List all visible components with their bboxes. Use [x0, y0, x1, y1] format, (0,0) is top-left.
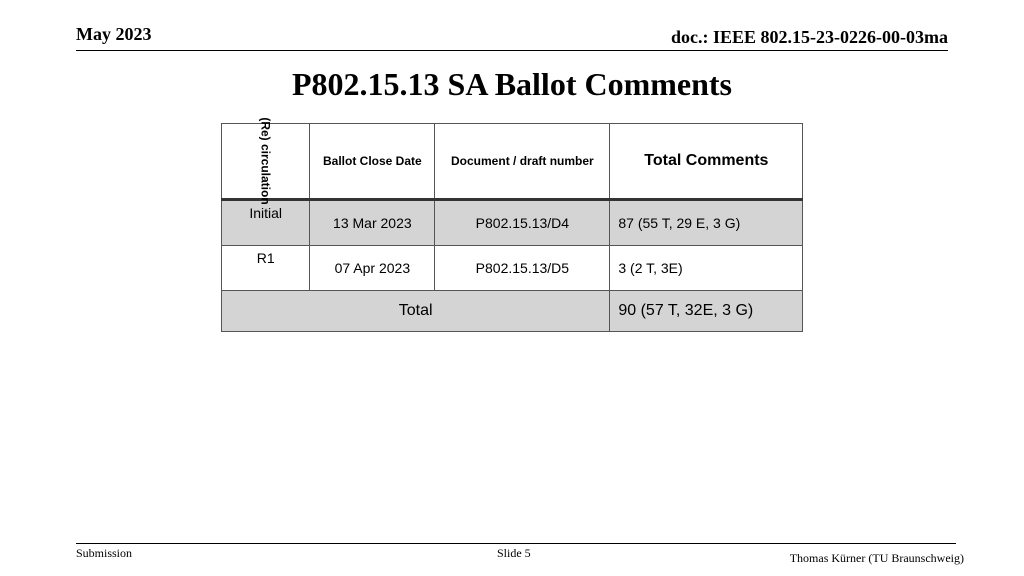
page-title: P802.15.13 SA Ballot Comments: [292, 66, 732, 102]
footer-submission: Submission: [76, 546, 133, 560]
footer-slide-number: Slide 5: [497, 546, 531, 560]
total-value: 90 (57 T, 32E, 3 G): [610, 291, 803, 332]
header-divider: [76, 50, 948, 51]
cell-comments: 3 (2 T, 3E): [610, 246, 803, 291]
total-label: Total: [222, 291, 610, 332]
column-header-total-comments: Total Comments: [610, 124, 803, 200]
cell-close-date: 07 Apr 2023: [310, 246, 435, 291]
table-header-row: [222, 124, 803, 200]
cell-close-date: 13 Mar 2023: [310, 200, 435, 246]
column-header-document: Document / draft number: [435, 124, 610, 200]
cell-circulation: R1: [222, 246, 310, 291]
header-date: May 2023: [76, 24, 152, 44]
footer-divider: [76, 543, 956, 544]
column-header-circulation: (Re) circulation: [222, 124, 310, 200]
table-row: [222, 200, 803, 246]
table-total-row: [222, 291, 803, 332]
cell-document: P802.15.13/D5: [435, 246, 610, 291]
header-doc-id: doc.: IEEE 802.15-23-0226-00-03ma: [671, 27, 948, 47]
footer-author: Thomas Kürner (TU Braunschweig): [789, 551, 964, 565]
cell-circulation: Initial: [222, 200, 310, 246]
cell-document: P802.15.13/D4: [435, 200, 610, 246]
cell-comments: 87 (55 T, 29 E, 3 G): [610, 200, 803, 246]
column-header-close-date: Ballot Close Date: [310, 124, 435, 200]
ballot-comments-table: [221, 117, 803, 332]
table-row: [222, 246, 803, 291]
